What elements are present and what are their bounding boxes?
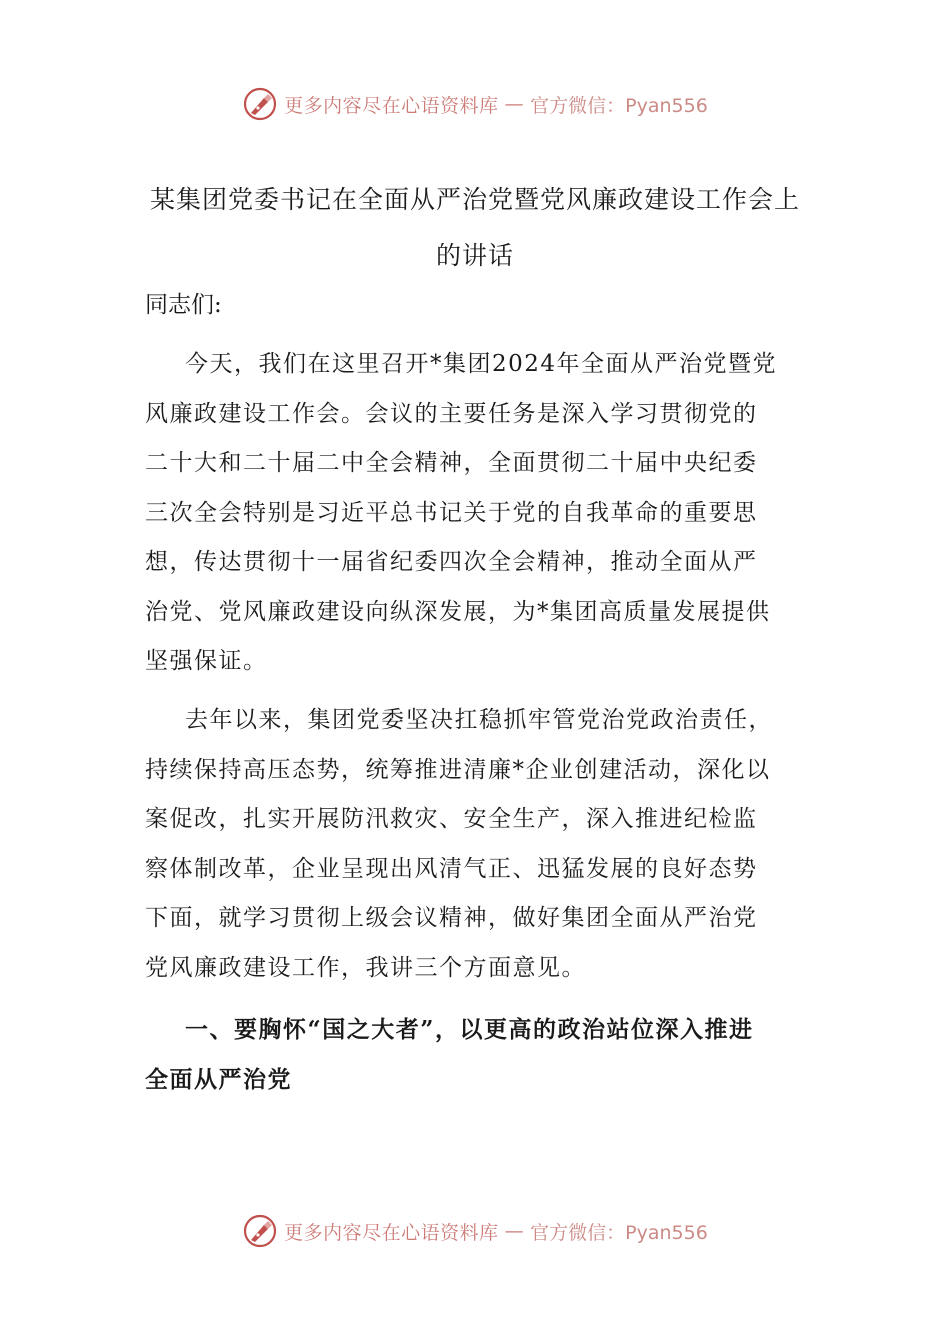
paragraph-line: 今天，我们在这里召开*集团2024年全面从严治党暨党 bbox=[185, 351, 778, 377]
paragraph-line: 治党、党风廉政建设向纵深发展，为*集团高质量发展提供 bbox=[145, 598, 771, 625]
paragraph-line: 党风廉政建设工作，我讲三个方面意见。 bbox=[145, 954, 586, 981]
watermark-separator: — bbox=[504, 1220, 525, 1242]
paragraph-line: 二十大和二十届二中全会精神，全面贯彻二十届中央纪委 bbox=[145, 450, 758, 476]
title-line-2: 的讲话 bbox=[435, 241, 514, 270]
watermark-main-text: 更多内容尽在心语资料库 bbox=[284, 1221, 499, 1244]
watermark-main-text: 更多内容尽在心语资料库 bbox=[284, 94, 499, 117]
watermark-separator: — bbox=[504, 93, 525, 115]
watermark-wechat-text: 官方微信：Pyan556 bbox=[530, 94, 708, 117]
paragraph-line: 案促改，扎实开展防汛救灾、安全生产，深入推进纪检监 bbox=[145, 806, 758, 832]
paragraph-line: 三次全会特别是习近平总书记关于党的自我革命的重要思 bbox=[145, 499, 758, 526]
paragraph-line: 想，传达贯彻十一届省纪委四次全会精神，推动全面从严 bbox=[145, 549, 758, 575]
section-heading-1 bbox=[145, 1005, 809, 1104]
document-title bbox=[145, 172, 805, 284]
paragraph-line: 坚强保证。 bbox=[145, 648, 268, 674]
watermark-footer bbox=[0, 1209, 950, 1253]
paragraph-1 bbox=[145, 340, 809, 687]
pen-nib-logo-icon bbox=[242, 1213, 278, 1249]
heading-line: 全面从严治党 bbox=[145, 1065, 292, 1093]
salutation: 同志们: bbox=[145, 292, 222, 318]
paragraph-line: 风廉政建设工作会。会议的主要任务是深入学习贯彻党的 bbox=[145, 400, 758, 427]
watermark-header bbox=[0, 82, 950, 126]
watermark-wechat-text: 官方微信：Pyan556 bbox=[530, 1221, 708, 1244]
paragraph-line: 持续保持高压态势，统筹推进清廉*企业创建活动，深化以 bbox=[145, 756, 771, 783]
paragraph-line: 去年以来，集团党委坚决扛稳抓牢管党治党政治责任， bbox=[185, 707, 773, 733]
paragraph-line: 察体制改革，企业呈现出风清气正、迅猛发展的良好态势 bbox=[145, 855, 758, 882]
paragraph-2 bbox=[145, 696, 809, 993]
paragraph-line: 下面，就学习贯彻上级会议精神，做好集团全面从严治党 bbox=[145, 905, 758, 931]
pen-nib-logo-icon bbox=[242, 86, 278, 122]
title-line-1: 某集团党委书记在全面从严治党暨党风廉政建设工作会上 bbox=[149, 185, 800, 214]
heading-line: 一、要胸怀“国之大者”，以更高的政治站位深入推进 bbox=[185, 1016, 754, 1043]
